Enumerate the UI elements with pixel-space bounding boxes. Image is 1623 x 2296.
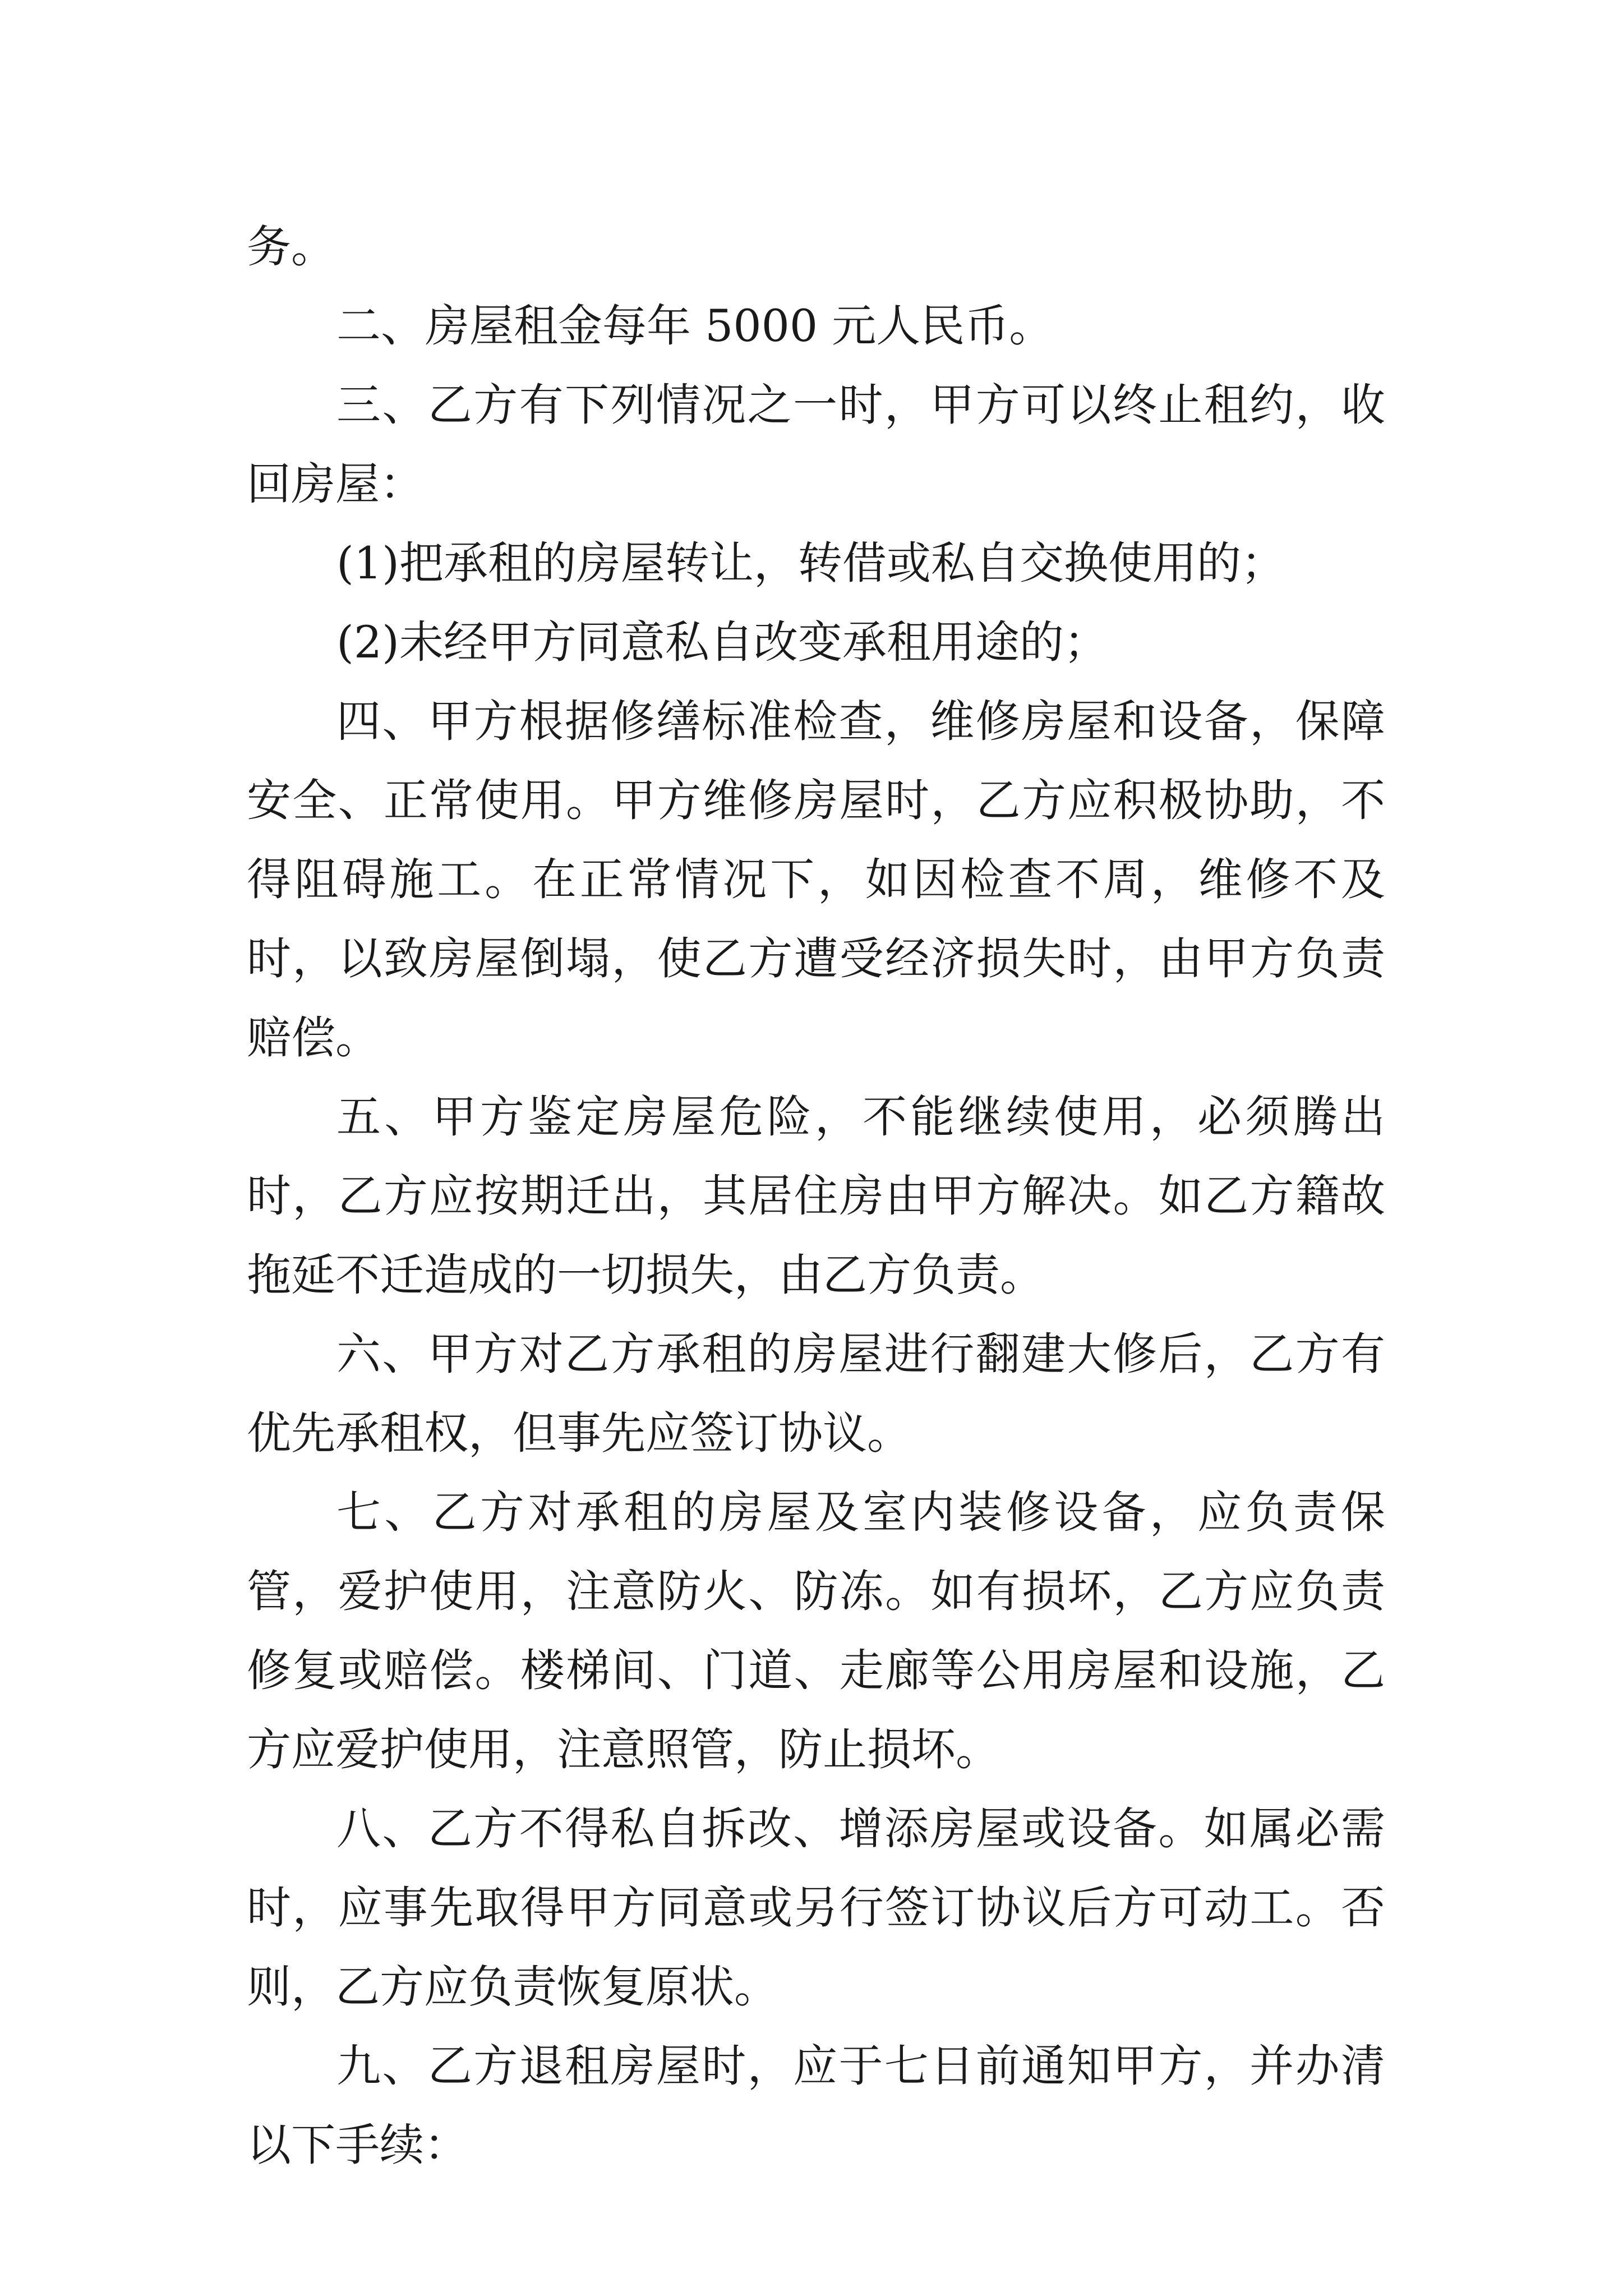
- paragraph-clause-7-care-of-premises: 七、乙方对承租的房屋及室内装修设备，应负责保管，爱护使用，注意防火、防冻。如有损坏，乙方应负责修复或赔偿。楼梯间、门道、走廊等公用房屋和设施，乙方应爱护使用，注意照管，防止损坏。: [247, 1487, 1385, 1775]
- paragraph-clause-3-item-1: (1)把承租的房屋转让，转借或私自交换使用的；: [336, 537, 1285, 589]
- paragraph-clause-2-rent: 二、房屋租金每年 5000 元人民币。: [336, 300, 1054, 352]
- paragraph-clause-6-priority-lease: 六、甲方对乙方承租的房屋进行翻建大修后，乙方有优先承租权，但事先应签订协议。: [247, 1328, 1385, 1459]
- paragraph-clause-8-alterations: 八、乙方不得私自拆改、增添房屋或设备。如属必需时，应事先取得甲方同意或另行签订协议后方可动工。否则，乙方应负责恢复原状。: [247, 1803, 1385, 2013]
- paragraph-clause-3-item-2: (2)未经甲方同意私自改变承租用途的；: [336, 616, 1108, 668]
- paragraph-clause-5-dangerous-house: 五、甲方鉴定房屋危险，不能继续使用，必须腾出时，乙方应按期迁出，其居住房由甲方解决。如乙方籍故拖延不迁造成的一切损失，由乙方负责。: [247, 1091, 1385, 1301]
- paragraph-clause-4-repairs: 四、甲方根据修缮标准检查，维修房屋和设备，保障安全、正常使用。甲方维修房屋时，乙方应积极协助，不得阻碍施工。在正常情况下，如因检查不周，维修不及时，以致房屋倒塌，使乙方遭受经济损失时，由甲方负责赔偿。: [247, 696, 1385, 1064]
- paragraph-clause-3-termination: 三、乙方有下列情况之一时，甲方可以终止租约，收回房屋：: [247, 379, 1385, 510]
- document-body: [247, 208, 1385, 2185]
- paragraph-continuation: 务。: [247, 221, 335, 273]
- paragraph-clause-9-move-out: 九、乙方退租房屋时，应于七日前通知甲方，并办清以下手续：: [247, 2040, 1385, 2171]
